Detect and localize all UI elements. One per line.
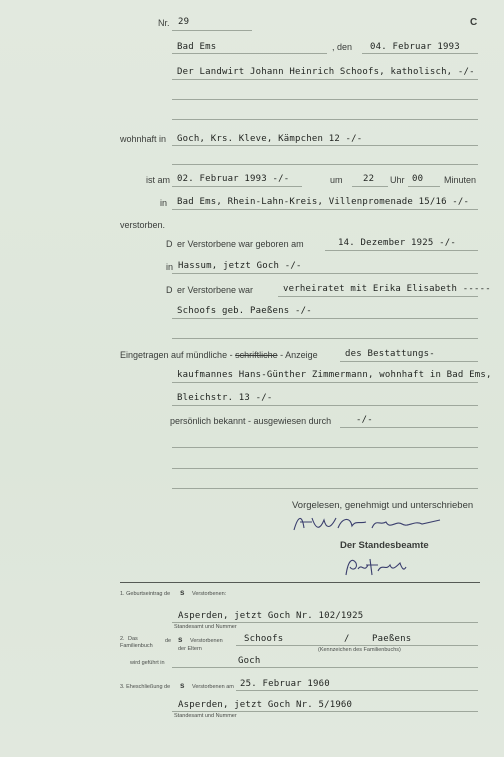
note2-familienbuch: Familienbuch (120, 643, 153, 649)
um-label: um (330, 175, 343, 185)
note2-num: 2. (120, 636, 125, 642)
status-value: verheiratet mit Erika Elisabeth ----- (283, 284, 491, 294)
geburtsort-value: Hassum, jetzt Goch -/- (178, 261, 302, 271)
hour-value: 22 (363, 174, 375, 184)
note3-s: s (180, 681, 185, 690)
note2-de: de (165, 638, 172, 644)
status-prefix: D (166, 285, 173, 295)
bekannt-label: persönlich bekannt - ausgewiesen durch (170, 416, 332, 426)
uhr-label: Uhr (390, 175, 405, 185)
note2-slash: / (344, 634, 350, 644)
note2-s: s (178, 635, 183, 644)
bekannt-value: -/- (356, 415, 373, 425)
note1-s: s (180, 588, 185, 597)
note2-verstorbenen: Verstorbenen (190, 638, 223, 644)
deceased-line: Der Landwirt Johann Heinrich Schoofs, katholisch, -/- (177, 67, 475, 77)
note2-eltern: der Eltern (178, 646, 202, 652)
note2-value2: Paeßens (372, 634, 412, 644)
in-value: Bad Ems, Rhein-Lahn-Kreis, Villenpromenade 15/16 -/- (177, 197, 470, 207)
ist-am-value: 02. Februar 1993 -/- (177, 174, 290, 184)
eingetragen-label-text: Eingetragen auf mündliche - schriftliche - Anzeige (120, 350, 318, 360)
nr-label: Nr. (158, 18, 170, 28)
note2-das: Das (128, 636, 138, 642)
note2-ort: Goch (238, 656, 261, 666)
note3-small: Standesamt und Nummer (174, 713, 237, 719)
wohnhaft-label: wohnhaft in (120, 134, 167, 144)
corner-letter: C (470, 17, 478, 28)
note2-kennzeichen: (Kennzeichen des Familienbuchs) (318, 647, 401, 653)
minuten-label: Minuten (444, 175, 477, 185)
geboren-value: 14. Dezember 1925 -/- (338, 238, 456, 248)
vorgelesen-text: Vorgelesen, genehmigt und unterschrieben (292, 500, 474, 511)
geburtsort-label: in (166, 262, 174, 272)
geboren-label: er Verstorbene war geboren am (177, 239, 304, 249)
status-label: er Verstorbene war (177, 285, 254, 295)
anzeige-line-2: kaufmannes Hans-Günther Zimmermann, wohnhaft in Bad Ems, (177, 370, 492, 380)
standesbeamte-label: Der Standesbeamte (340, 540, 429, 551)
eingetragen-value: des Bestattungs- (345, 349, 435, 359)
note2-value1: Schoofs (244, 634, 284, 644)
anzeige-line-3: Bleichstr. 13 -/- (177, 393, 273, 403)
eingetragen-label (120, 350, 318, 360)
verstorben-label: verstorben. (120, 220, 166, 230)
status-value-2: Schoofs geb. Paeßens -/- (177, 306, 312, 316)
note2-gefuehrt: wird geführt in (130, 660, 165, 666)
informant-signature (290, 510, 460, 538)
note1-small: Standesamt und Nummer (174, 624, 237, 630)
note1-label: 1. Geburtseintrag de (120, 591, 171, 597)
struck-word: schriftliche (235, 350, 278, 360)
nr-value: 29 (178, 17, 190, 27)
date-value: 04. Februar 1993 (370, 42, 460, 52)
place-value: Bad Ems (177, 42, 217, 52)
note3-place: Asperden, jetzt Goch Nr. 5/1960 (178, 700, 353, 710)
note1-value: Asperden, jetzt Goch Nr. 102/1925 (178, 611, 364, 621)
in-label: in (160, 198, 168, 208)
note3-label: 3. Eheschließung de (120, 684, 171, 690)
den-label: , den (332, 42, 353, 52)
ist-am-label: ist am (146, 175, 171, 185)
geboren-prefix: D (166, 239, 173, 249)
wohnhaft-value: Goch, Krs. Kleve, Kämpchen 12 -/- (177, 134, 363, 144)
note3-value: 25. Februar 1960 (240, 679, 330, 689)
note1-label2: Verstorbenen: (192, 591, 227, 597)
registrar-signature (340, 553, 410, 581)
minutes-value: 00 (412, 174, 424, 184)
note3-label2: Verstorbenen am (192, 684, 234, 690)
